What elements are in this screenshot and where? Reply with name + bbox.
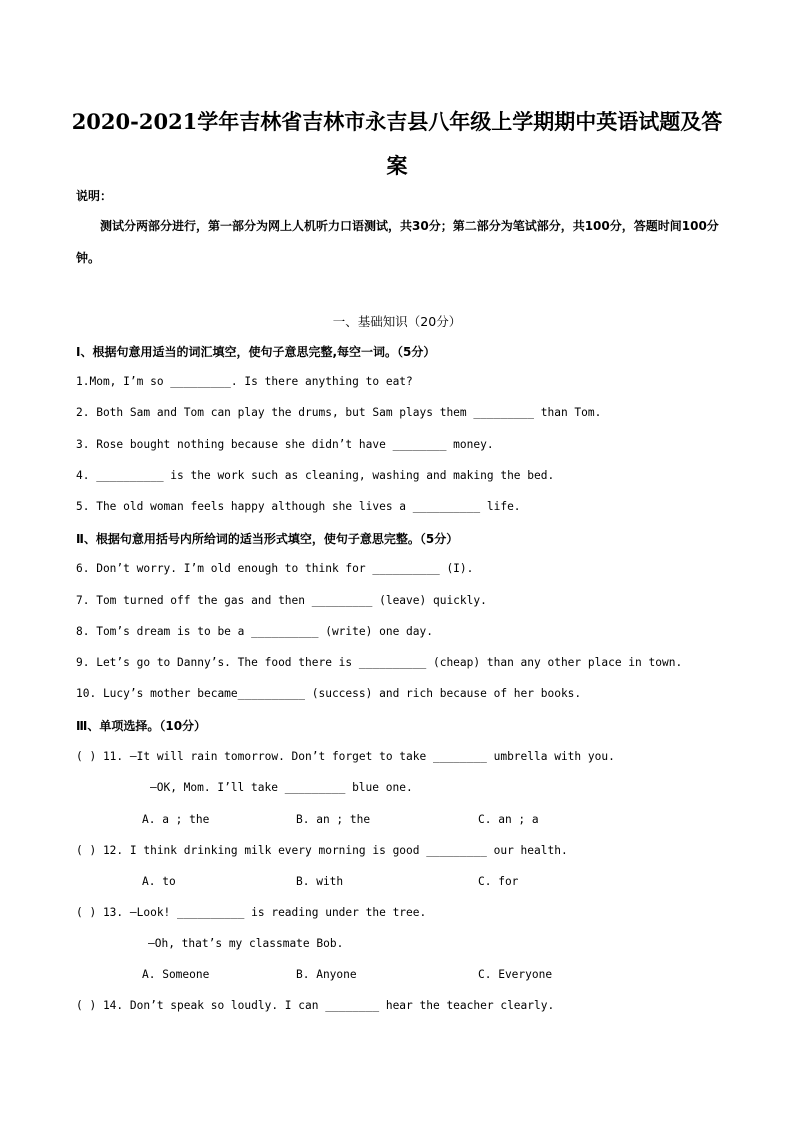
section-1-title: 一、基础知识（20分） [332,314,462,329]
question-8: 8. Tom’s dream is to be a __________ (write) one day. [76,625,433,638]
part-1-heading: Ⅰ、根据句意用适当的词汇填空，使句子意思完整,每空一词。（5分） [76,345,436,359]
question-10: 10. Lucy’s mother became__________ (success) and rich because of her books. [76,687,582,700]
q13-option-c: C. Everyone [478,968,553,981]
question-1: 1.Mom, I’m so _________. Is there anything to eat? [76,375,413,388]
question-14: ( ) 14. Don’t speak so loudly. I can ________ hear the teacher clearly. [76,999,555,1012]
question-9: 9. Let’s go to Danny’s. The food there is __________ (cheap) than any other place in town. [76,656,683,669]
q12-option-b: B. with [296,875,344,888]
title-line-2: 案 [386,153,408,178]
title-line-1: 2020-2021学年吉林省吉林市永吉县八年级上学期期中英语试题及答 [71,109,723,134]
question-7: 7. Tom turned off the gas and then _________ (leave) quickly. [76,594,487,607]
q13-option-a: A. Someone [142,968,210,981]
note-text: 测试分两部分进行，第一部分为网上人机听力口语测试，共30分；第二部分为笔试部分，共100分，答题时间100分钟。 [76,219,719,265]
q12-option-c: C. for [478,875,519,888]
question-11-reply: —OK, Mom. I’ll take _________ blue one. [150,781,413,794]
question-2: 2. Both Sam and Tom can play the drums, but Sam plays them _________ than Tom. [76,406,602,419]
q11-option-a: A. a ; the [142,813,210,826]
document-title [60,100,734,188]
question-6: 6. Don’t worry. I’m old enough to think for __________ (I). [76,562,474,575]
question-5: 5. The old woman feels happy although she lives a __________ life. [76,500,521,513]
question-13: ( ) 13. —Look! __________ is reading under the tree. [76,906,427,919]
q12-option-a: A. to [142,875,176,888]
question-4: 4. __________ is the work such as cleaning, washing and making the bed. [76,469,555,482]
note-label: 说明： [76,189,113,203]
part-3-heading: Ⅲ、单项选择。（10分） [76,719,207,733]
question-12: ( ) 12. I think drinking milk every morning is good _________ our health. [76,844,568,857]
q11-option-c: C. an ; a [478,813,539,826]
q13-option-b: B. Anyone [296,968,357,981]
q11-option-b: B. an ; the [296,813,371,826]
part-2-heading: Ⅱ、根据句意用括号内所给词的适当形式填空，使句子意思完整。（5分） [76,532,459,546]
question-13-reply: —Oh, that’s my classmate Bob. [148,937,344,950]
question-3: 3. Rose bought nothing because she didn’t have ________ money. [76,438,494,451]
question-11: ( ) 11. —It will rain tomorrow. Don’t forget to take ________ umbrella with you. [76,750,615,763]
